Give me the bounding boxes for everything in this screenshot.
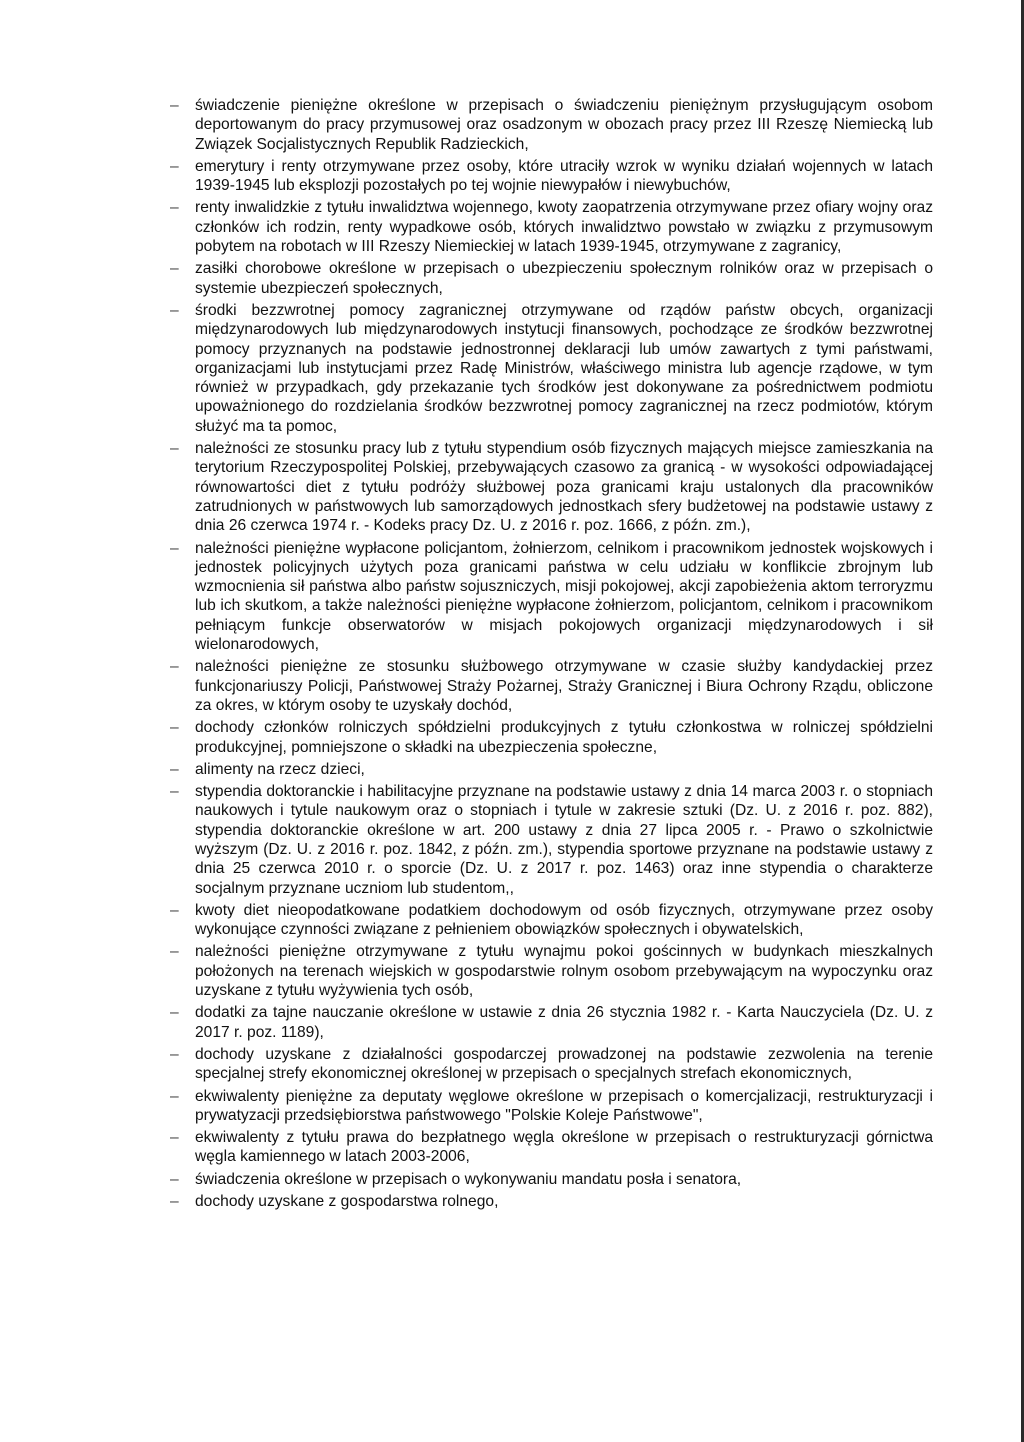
list-item xyxy=(170,157,933,196)
bullet-dash: – xyxy=(170,440,179,458)
list-item-text: alimenty na rzecz dzieci, xyxy=(195,760,365,778)
list-item-text: środki bezzwrotnej pomocy zagranicznej otrzymywane od rządów państw obcych, organizacji międzynarodowych lub międzynarodowych instytucji finansowych, pochodzące ze środków bezzwrotnej pomocy przyznanych na podstawie jednostronnej deklaracji lub umów zawartych z tymi państwami, organizacjami lub instytucjami przez Radę Ministrów, właściwego ministra lub agencje rządowe, w tym również w przypadkach, gdy przekazanie tych środków jest dokonywane za pośrednictwem podmiotu upoważnionego do rozdzielania środków bezzwrotnej pomocy zagranicznej na rzecz podmiotów, którym służyć ma ta pomoc, xyxy=(195,301,933,435)
list-item xyxy=(170,1045,933,1084)
list-item xyxy=(170,718,933,757)
bullet-dash: – xyxy=(170,943,179,961)
list-item xyxy=(170,1003,933,1042)
list-item-text: należności pieniężne wypłacone policjantom, żołnierzom, celnikom i pracownikom jednostek wojskowych i jednostek policyjnych użytych poza granicami państwa w celu udziału w konflikcie zbrojnym lub wzmocnienia sił państwa albo państw sojuszniczych, misji pokojowej, akcji zapobieżenia aktom terroryzmu lub ich skutkom, a także należności pieniężne wypłacone żołnierzom, policjantom, celnikom i pracownikom pełniącym funkcje obserwatorów w misjach pokojowych organizacji międzynarodowych i sił wielonarodowych, xyxy=(195,539,933,654)
list-item-text: dochody uzyskane z gospodarstwa rolnego, xyxy=(195,1193,499,1211)
list-item xyxy=(170,901,933,940)
bullet-dash: – xyxy=(170,1193,179,1211)
bullet-dash: – xyxy=(170,760,179,778)
list-item-text: świadczenie pieniężne określone w przepisach o świadczeniu pieniężnym przysługującym osobom deportowanym do pracy przymusowej oraz osadzonym w obozach pracy przez III Rzeszę Niemiecką lub Związek Socjalistycznych Republik Radzieckich, xyxy=(195,97,933,153)
list-item xyxy=(170,1170,933,1189)
bullet-dash: – xyxy=(170,1045,179,1063)
list-item-text: należności pieniężne otrzymywane z tytułu wynajmu pokoi gościnnych w budynkach mieszkalnych położonych na terenach wiejskich w gospodarstwie rolnym osobom przebywającym na wypoczynku oraz uzyskane z tytułu wyżywienia tych osób, xyxy=(195,943,933,1000)
list-item-text: ekwiwalenty z tytułu prawa do bezpłatnego węgla określone w przepisach o restrukturyzacji górnictwa węgla kamiennego w latach 2003-2006, xyxy=(195,1129,933,1166)
bullet-dash: – xyxy=(170,97,179,114)
list-item-text: kwoty diet nieopodatkowane podatkiem dochodowym od osób fizycznych, otrzymywane przez osoby wykonujące czynności związane z pełnieniem obowiązków społecznych i obywatelskich, xyxy=(195,901,933,939)
income-list xyxy=(170,96,933,1214)
bullet-dash: – xyxy=(170,1004,179,1022)
list-item xyxy=(170,96,933,154)
list-item-text: zasiłki chorobowe określone w przepisach o ubezpieczeniu społecznym rolników oraz w przepisach o systemie ubezpieczeń społecznych, xyxy=(195,260,933,297)
list-item xyxy=(170,1087,933,1126)
list-item xyxy=(170,760,933,779)
list-item xyxy=(170,782,933,898)
list-item xyxy=(170,439,933,535)
list-item xyxy=(170,1128,933,1167)
list-item-text: dochody uzyskane z działalności gospodarczej prowadzonej na podstawie zezwolenia na terenie specjalnej strefy ekonomicznej określonej w przepisach o specjalnych strefach ekonomicznych, xyxy=(195,1045,933,1083)
bullet-dash: – xyxy=(170,260,179,278)
bullet-dash: – xyxy=(170,1170,179,1188)
list-item-text: dodatki za tajne nauczanie określone w ustawie z dnia 26 stycznia 1982 r. - Karta Nauczyciela (Dz. U. z 2017 r. poz. 1189), xyxy=(195,1004,933,1041)
list-item-text: stypendia doktoranckie i habilitacyjne przyznane na podstawie ustawy z dnia 14 marca 2003 r. o stopniach naukowych i tytule naukowym oraz o stopniach i tytule w zakresie sztuki (Dz. U. z 2016 r. poz. 882), stypendia doktoranckie określone w art. 200 ustawy z dnia 27 lipca 2005 r. - Prawo o szkolnictwie wyższym (Dz. U. z 2016 r. poz. 1842, z późn. zm.), stypendia sportowe przyznane na podstawie ustawy z dnia 25 czerwca 2010 r. o sporcie (Dz. U. z 2017 r. poz. 1463) oraz inne stypendia o charakterze socjalnym przyznane uczniom lub studentom,, xyxy=(195,783,933,897)
list-item-text: świadczenia określone w przepisach o wykonywaniu mandatu posła i senatora, xyxy=(195,1170,742,1188)
list-item-text: należności ze stosunku pracy lub z tytułu stypendium osób fizycznych mających miejsce zamieszkania na terytorium Rzeczypospolitej Polskiej, przebywających czasowo za granicą - w wysokości odpowiadającej równowartości diet z tytułu podróży służbowej poza granicami kraju ustalonych dla pracowników zatrudnionych w państwowych lub samorządowych jednostkach sfery budżetowej na podstawie ustawy z dnia 26 czerwca 1974 r. - Kodeks pracy Dz. U. z 2016 r. poz. 1666, z późn. zm.), xyxy=(195,440,933,535)
bullet-dash: – xyxy=(170,1129,179,1147)
list-item-text: dochody członków rolniczych spółdzielni produkcyjnych z tytułu członkostwa w rolniczej spółdzielni produkcyjnej, pomniejszone o składki na ubezpieczenia społeczne, xyxy=(195,719,933,756)
list-item xyxy=(170,657,933,715)
bullet-dash: – xyxy=(170,901,179,919)
list-item xyxy=(170,301,933,436)
bullet-dash: – xyxy=(170,539,179,557)
list-item xyxy=(170,198,933,256)
list-item xyxy=(170,539,933,655)
list-item xyxy=(170,259,933,298)
list-item-text: ekwiwalenty pieniężne za deputaty węglowe określone w przepisach o komercjalizacji, restrukturyzacji i prywatyzacji przedsiębiorstwa państwowego "Polskie Koleje Państwowe", xyxy=(195,1087,933,1124)
list-item xyxy=(170,1192,933,1211)
list-item-text: emerytury i renty otrzymywane przez osoby, które utraciły wzrok w wyniku działań wojennych w latach 1939-1945 lub eksplozji pozostałych po tej wojnie niewypałów i niewybuchów, xyxy=(195,157,933,195)
bullet-dash: – xyxy=(170,1087,179,1105)
bullet-dash: – xyxy=(170,199,179,217)
list-item-text: renty inwalidzkie z tytułu inwalidztwa wojennego, kwoty zaopatrzenia otrzymywane przez ofiary wojny oraz członków ich rodzin, renty wypadkowe osób, których inwalidztwo powstało w związku z przymusowym pobytem na robotach w III Rzeszy Niemieckiej w latach 1939-1945, otrzymywane z zagranicy, xyxy=(195,199,933,256)
bullet-dash: – xyxy=(170,301,179,319)
bullet-dash: – xyxy=(170,783,179,801)
list-item-text: należności pieniężne ze stosunku służbowego otrzymywane w czasie służby kandydackiej przez funkcjonariuszy Policji, Państwowej Straży Pożarnej, Straży Granicznej i Biura Ochrony Rządu, obliczone za okres, w którym osoby te uzyskały dochód, xyxy=(195,658,933,714)
bullet-dash: – xyxy=(170,157,179,175)
bullet-dash: – xyxy=(170,719,179,737)
bullet-dash: – xyxy=(170,658,179,676)
list-item xyxy=(170,942,933,1000)
